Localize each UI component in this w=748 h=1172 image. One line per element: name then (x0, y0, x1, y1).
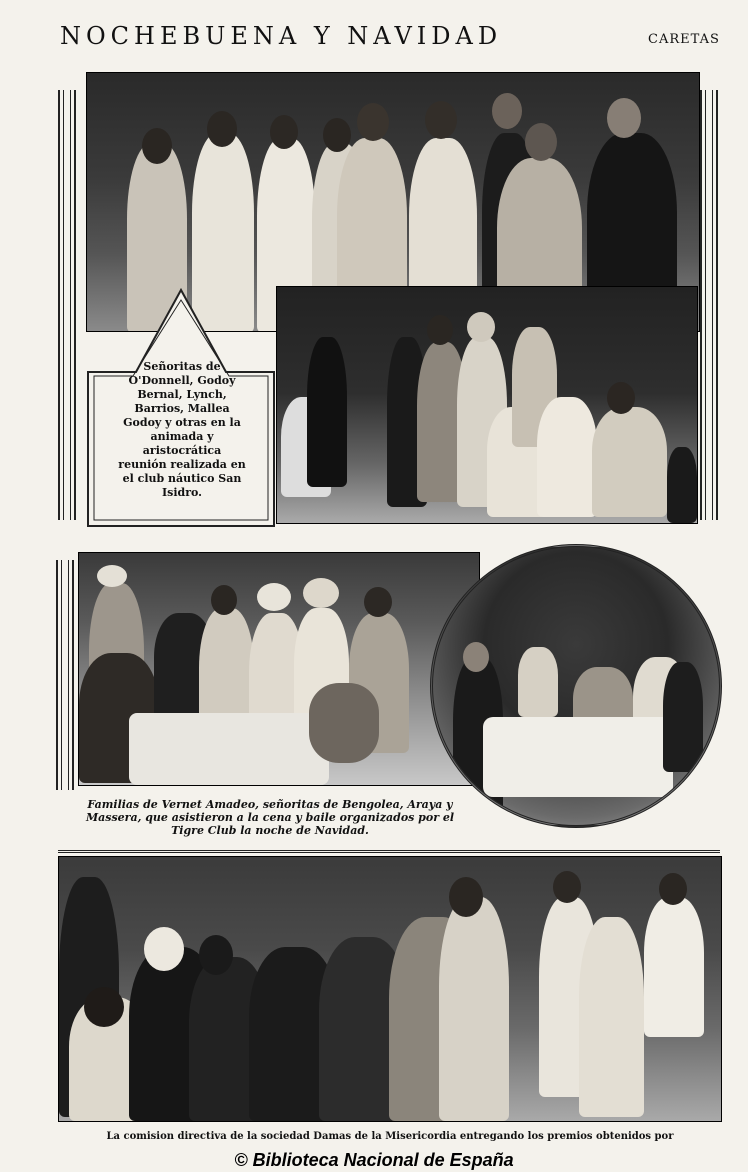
caption-misericordia: La comision directiva de la sociedad Damas de la Misericordia entregando los premios obtenidos por (106, 1131, 674, 1142)
section-divider (58, 850, 720, 853)
photo-tigre-club-dinner (78, 552, 480, 786)
photo-damas-misericordia (58, 856, 722, 1122)
right-pillar-ornament (700, 90, 718, 520)
page-title: NOCHEBUENA Y NAVIDAD (60, 22, 503, 50)
left-pillar-ornament-middle (56, 560, 74, 790)
caption-san-isidro: Señoritas de O'Donnell, Godoy Bernal, Lynch, Barrios, Mallea Godoy y otras en la animada y aristocrática reunión realizada en el club náutico San Isidro. (118, 360, 246, 499)
photo-round-dinner-table (430, 544, 722, 828)
caption-tigre-club: Familias de Vernet Amadeo, señoritas de Bengolea, Araya y Massera, que asistieron a la cena y baile organizados por el Tigre Club la noche de Navidad. (85, 798, 455, 837)
library-credit: © Biblioteca Nacional de España (234, 1150, 514, 1170)
left-pillar-ornament (58, 90, 76, 520)
magazine-name: CARETAS (648, 32, 720, 47)
photo-seated-group (276, 286, 698, 524)
